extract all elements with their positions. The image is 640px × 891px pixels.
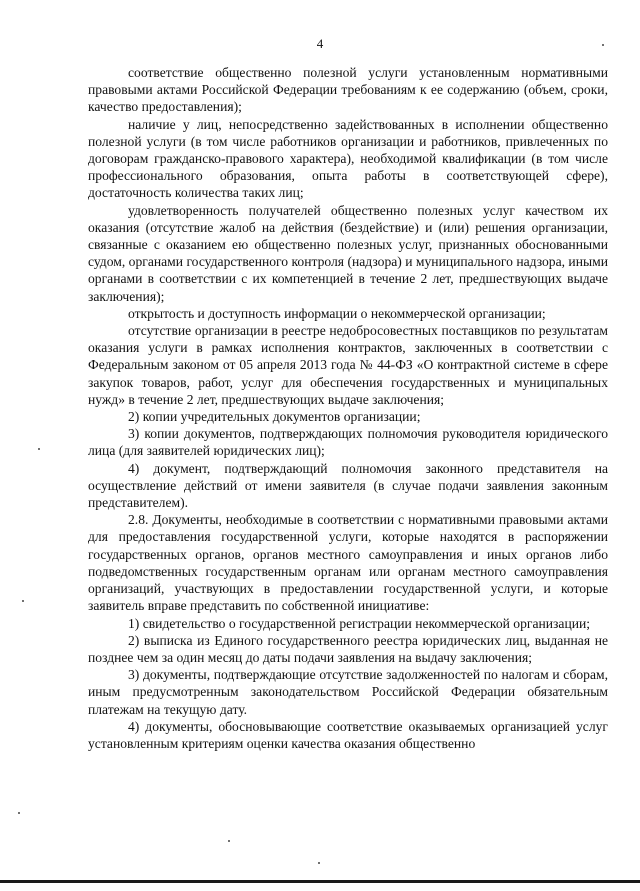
- paragraph-item-register-extract: 2) выписка из Единого государственного реестра юридических лиц, выданная не позднее чем за один месяц до даты подачи заявления на выдачу заключения;: [88, 632, 608, 665]
- page-number: 4: [316, 36, 324, 51]
- scan-speck: [22, 600, 24, 602]
- scan-speck: [318, 862, 320, 864]
- paragraph-item-criteria-justification: 4) документы, обосновывающие соответствие оказываемых организацией услуг установленным критериям оценки качества оказания общественно: [88, 718, 608, 751]
- paragraph-item-representative-authority: 4) документ, подтверждающий полномочия законного представителя на осуществление действий от имени заявителя (в случае подачи заявления законным представителем).: [88, 460, 608, 511]
- paragraph-criterion-staff-qualification: наличие у лиц, непосредственно задействованных в исполнении общественно полезной услуги (в том числе работников организации и работников, привлеченных по договорам гражданско-правового характера), необходимой квалификации (в том числе профессионального образования, опыта работы в соответствующей сфере), достаточность количества таких лиц;: [88, 116, 608, 201]
- paragraph-criterion-information-openness: открытость и доступность информации о некоммерческой организации;: [128, 305, 546, 321]
- scan-speck: [18, 812, 20, 814]
- paragraph-item-registration-certificate: 1) свидетельство о государственной регистрации некоммерческой организации;: [128, 615, 591, 631]
- document-body: [88, 64, 608, 752]
- paragraph-item-founding-documents: 2) копии учредительных документов организации;: [128, 409, 421, 425]
- paragraph-criterion-recipient-satisfaction: удовлетворенность получателей общественно полезных услуг качеством их оказания (отсутствие жалоб на действия (бездействие) и (или) решения организации, связанные с оказанием ею общественно полезных услуг, признанных обоснованными судом, органами государственного контроля (надзора) и муниципального надзора, иными органами в соответствии с их компетенцией в течение 2 лет, предшествующих выдаче заключения);: [88, 202, 608, 304]
- scan-speck: [228, 840, 230, 842]
- scan-speck: [602, 44, 604, 46]
- paragraph-criterion-no-unfair-supplier: отсутствие организации в реестре недобросовестных поставщиков по результатам оказания услуги в рамках исполнения контрактов, заключенных в соответствии с Федеральным законом от 05 апреля 2013 года № 44-ФЗ «О контрактной системе в сфере закупок товаров, работ, услуг для обеспечения государственных и муниципальных нужд» в течение 2 лет, предшествующих выдаче заключения;: [88, 323, 608, 407]
- paragraph-section-2-8: 2.8. Документы, необходимые в соответствии с нормативными правовыми актами для предоставления государственной услуги, которые находятся в распоряжении государственных органов, органов местного самоуправления и иных органов либо подведомственных государственным органам или органам местного самоуправления организаций, участвующих в предоставлении государственной услуги, и которые заявитель вправе представить по собственной инициативе:: [88, 512, 608, 614]
- paragraph-criterion-content-compliance: соответствие общественно полезной услуги установленным нормативными правовыми актами Российской Федерации требованиям к ее содержанию (объем, сроки, качество предоставления);: [88, 65, 608, 115]
- paragraph-item-no-tax-debt: 3) документы, подтверждающие отсутствие задолженностей по налогам и сборам, иным предусмотренным законодательством Российской Федерации обязательным платежам на текущую дату.: [88, 667, 608, 717]
- paragraph-item-head-authority-documents: 3) копии документов, подтверждающих полномочия руководителя юридического лица (для заявителей юридических лиц);: [88, 426, 608, 459]
- scan-speck: [38, 448, 40, 450]
- scan-bottom-edge: [0, 880, 640, 883]
